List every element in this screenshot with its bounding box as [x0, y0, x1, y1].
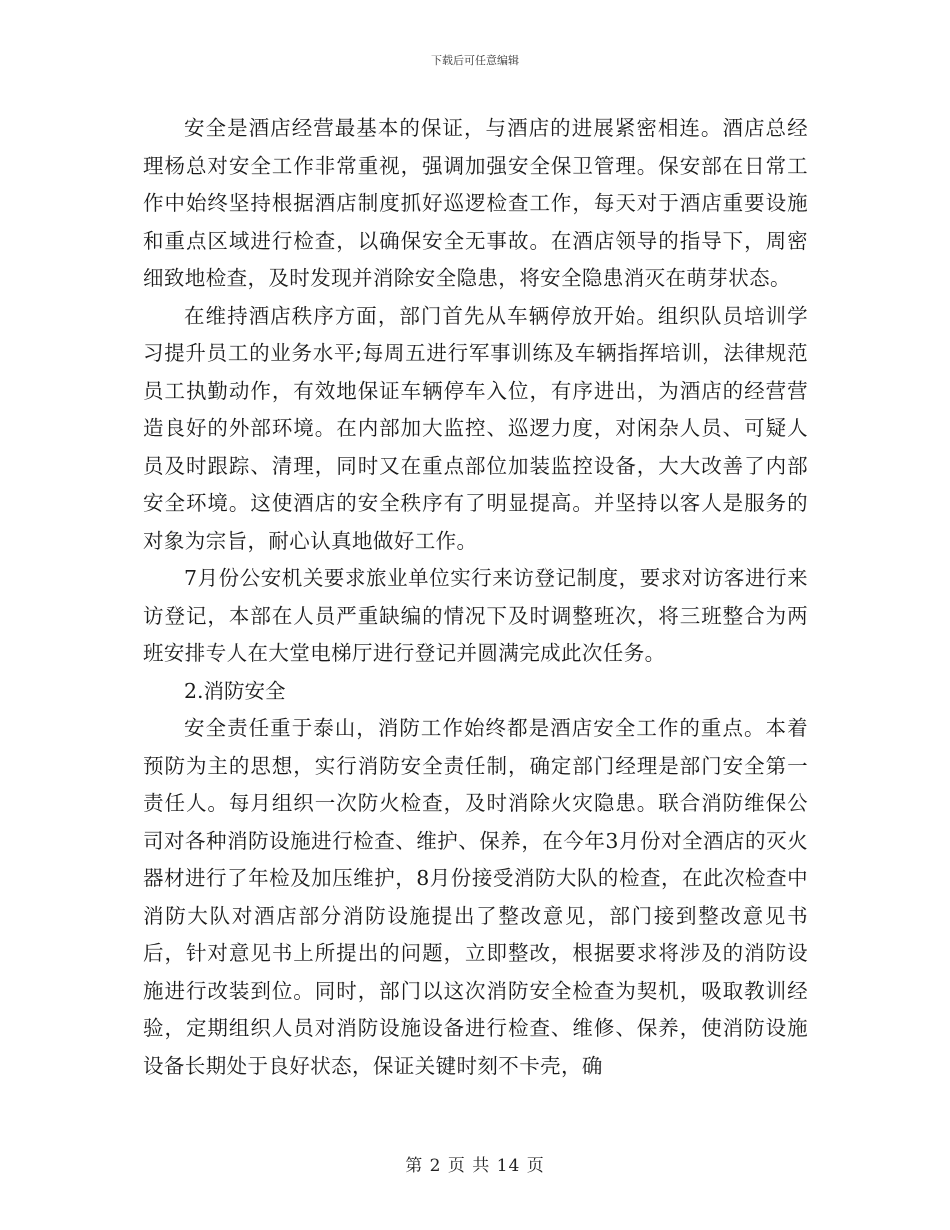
page-number: 第 2 页 共 14 页 — [405, 1156, 545, 1176]
paragraph-fire-safety: 安全责任重于泰山，消防工作始终都是酒店安全工作的重点。本着预防为主的思想，实行消防安全责任制，确定部门经理是部门安全第一责任人。每月组织一次防火检查，及时消除火灾隐患。联合消防维保公司对各种消防设施进行检查、维护、保养，在今年3月份对全酒店的灭火器材进行了年检及加压维护，8月份接受消防大队的检查，在此次检查中消防大队对酒店部分消防设施提出了整改意见，部门接到整改意见书后，针对意见书上所提出的问题，立即整改，根据要求将涉及的消防设施进行改装到位。同时，部门以这次消防安全检查为契机，吸取教训经验，定期组织人员对消防设施设备进行检查、维修、保养，使消防设施设备长期处于良好状态，保证关键时刻不卡壳，确 — [143, 716, 808, 1078]
section-heading-fire-safety: 2.消防安全 — [184, 678, 286, 703]
paragraph-order-maintenance: 在维持酒店秩序方面，部门首先从车辆停放开始。组织队员培训学习提升员工的业务水平;每周五进行军事训练及车辆指挥培训，法律规范员工执勤动作，有效地保证车辆停车入位，有序进出，为酒店的经营营造良好的外部环境。在内部加大监控、巡逻力度，对闲杂人员、可疑人员及时跟踪、清理，同时又在重点部位加装监控设备，大大改善了内部安全环境。这使酒店的安全秩序有了明显提高。并坚持以客人是服务的对象为宗旨，耐心认真地做好工作。 — [143, 303, 808, 553]
document-body — [143, 110, 808, 1085]
header-note: 下载后可任意编辑 — [431, 54, 519, 67]
paragraph-security-overview: 安全是酒店经营最基本的保证，与酒店的进展紧密相连。酒店总经理杨总对安全工作非常重视，强调加强安全保卫管理。保安部在日常工作中始终坚持根据酒店制度抓好巡逻检查工作，每天对于酒店重要设施和重点区域进行检查，以确保安全无事故。在酒店领导的指导下，周密细致地检查，及时发现并消除安全隐患，将安全隐患消灭在萌芽状态。 — [143, 116, 808, 290]
paragraph-visitor-registration: 7月份公安机关要求旅业单位实行来访登记制度，要求对访客进行来访登记，本部在人员严重缺编的情况下及时调整班次，将三班整合为两班安排专人在大堂电梯厅进行登记并圆满完成此次任务。 — [143, 566, 808, 665]
